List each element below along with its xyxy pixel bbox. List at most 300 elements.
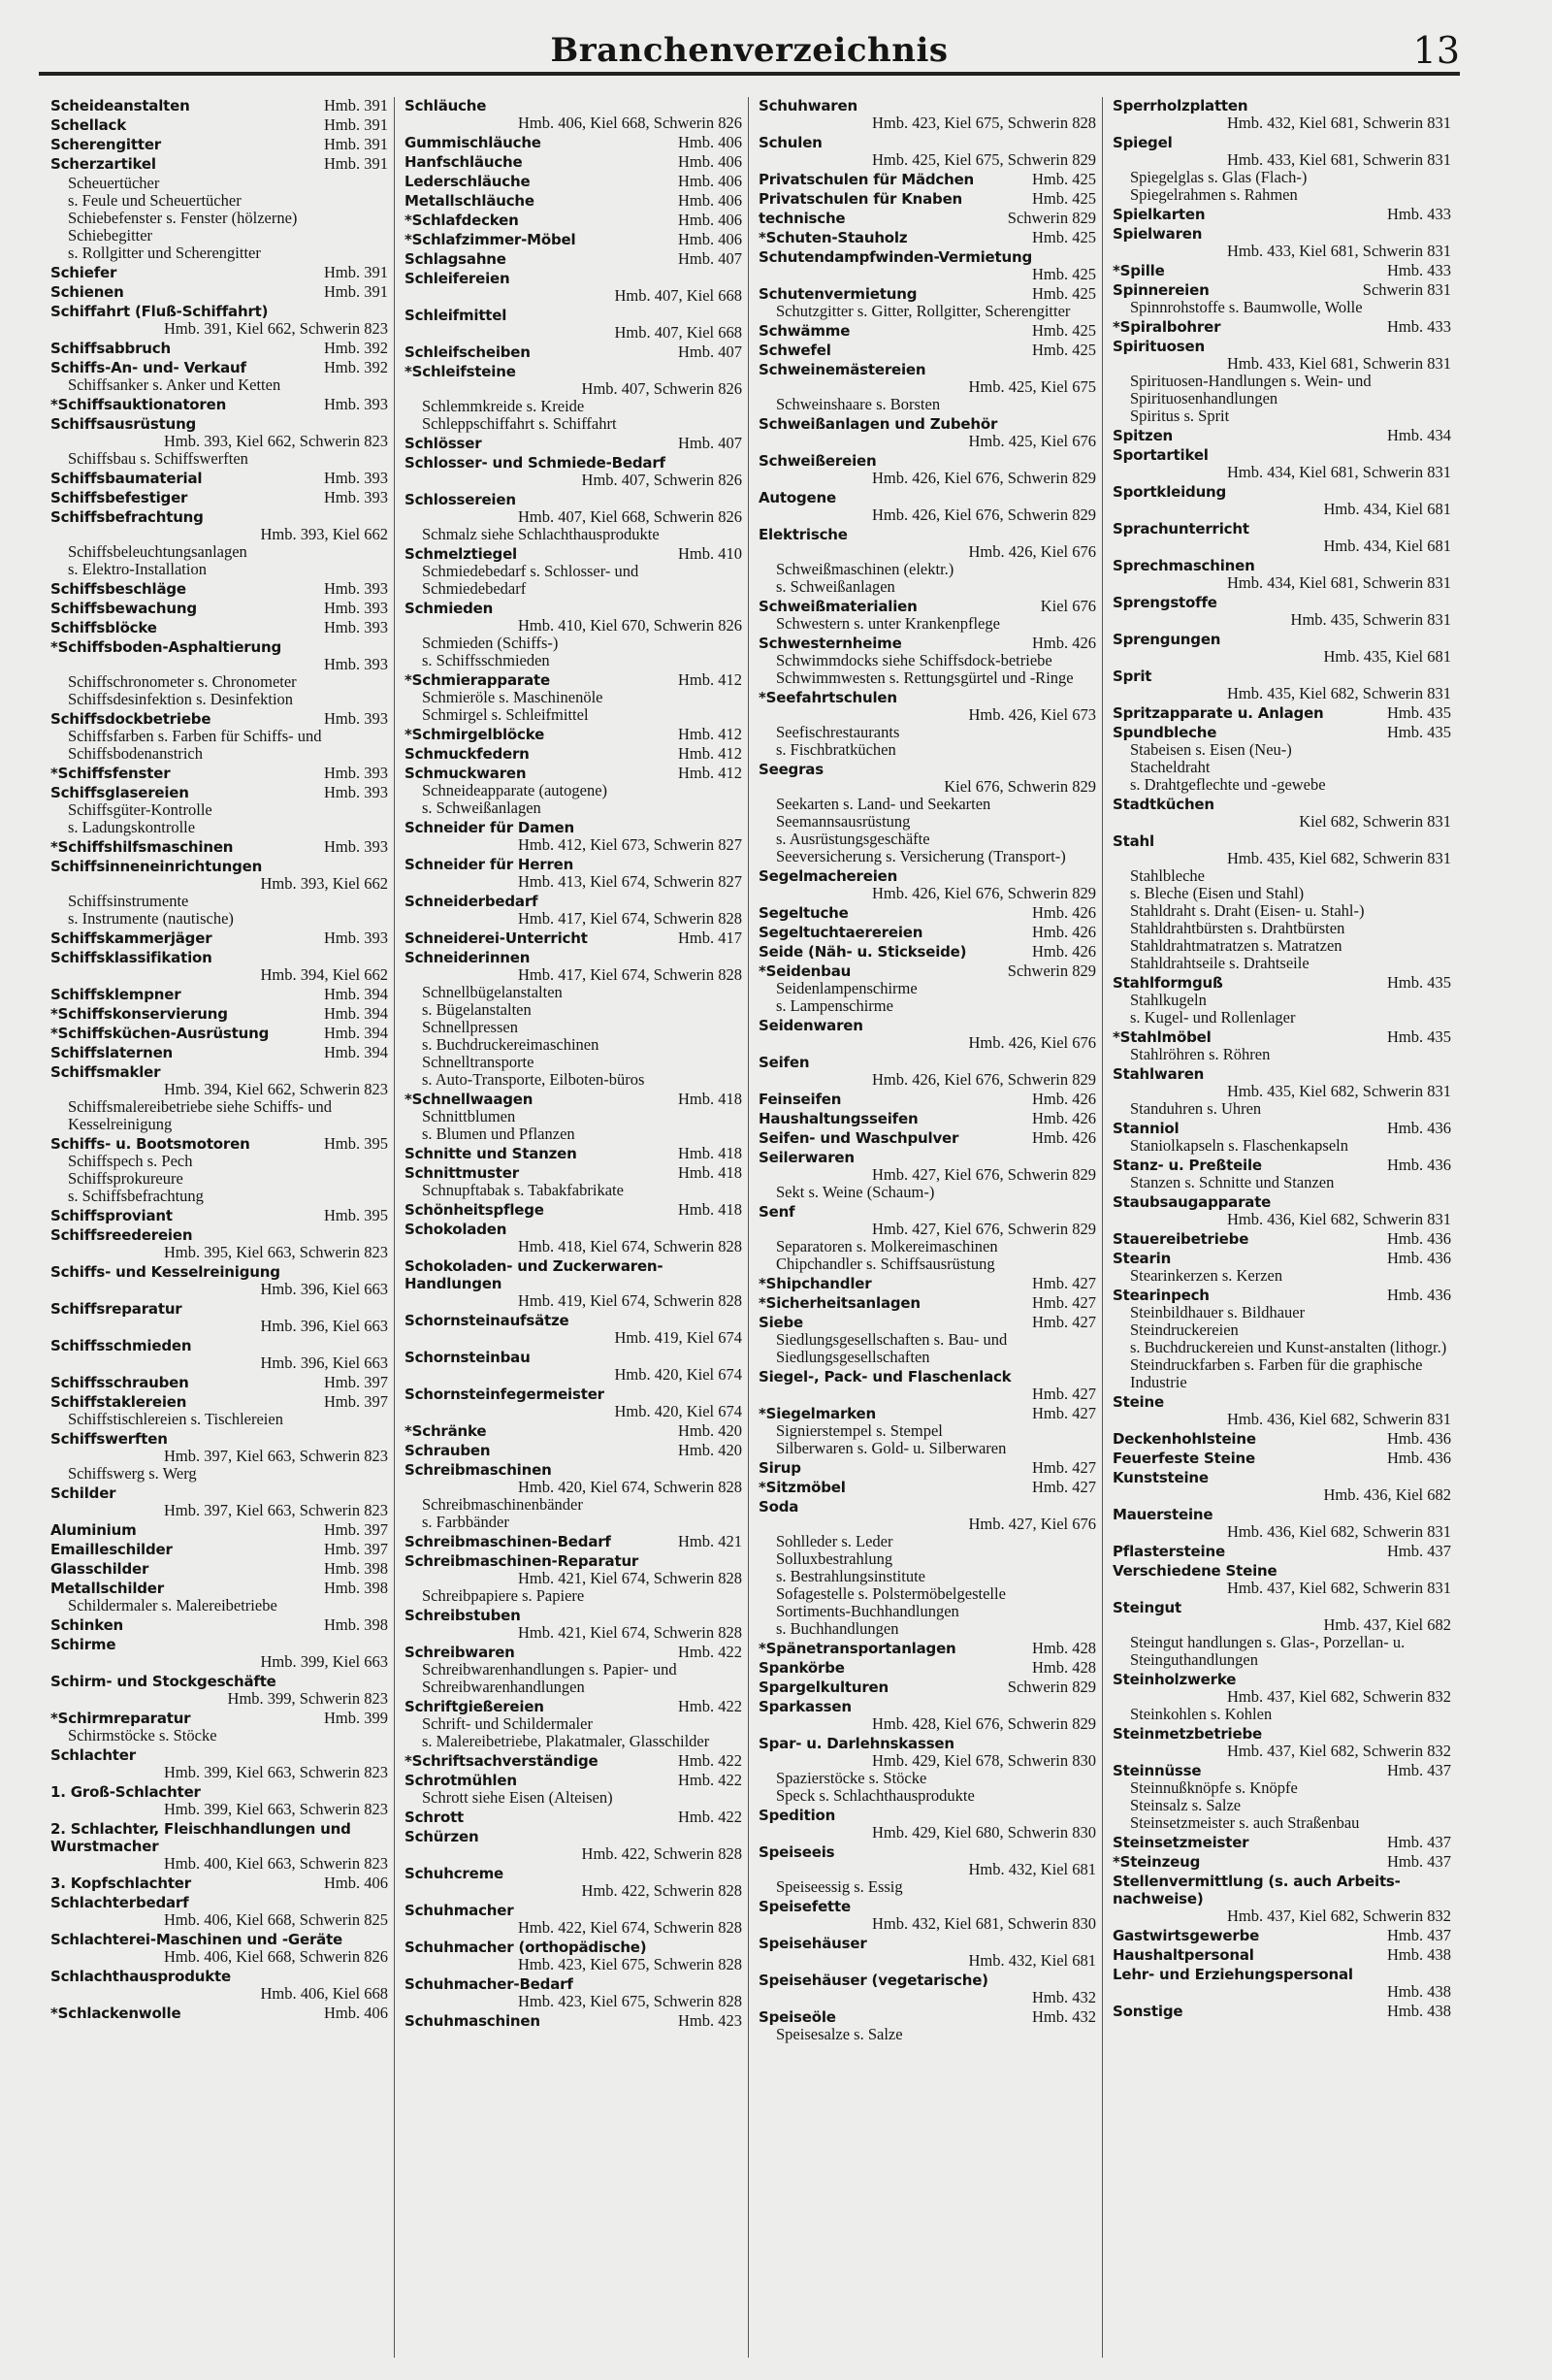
entry-keyword: Schnittmuster — [404, 1164, 519, 1182]
entry-page-ref: Hmb. 435 — [1386, 703, 1451, 722]
directory-entry — [50, 415, 388, 468]
entry-keyword: Schiffslaternen — [50, 1044, 174, 1061]
entry-page-ref: Hmb. 436 — [1386, 1449, 1451, 1467]
cross-reference: Schwestern s. unter Krankenpflege — [776, 614, 1000, 633]
entry-page-ref: Hmb. 393, Kiel 662 — [260, 874, 388, 893]
entry-page-ref: Hmb. 426 — [1032, 923, 1096, 941]
entry-keyword: Stahlformguß — [1113, 974, 1223, 992]
entry-page-ref: Hmb. 437 — [1386, 1852, 1451, 1871]
entry-keyword: Steinholzwerke — [1113, 1671, 1237, 1688]
entry-page-ref: Hmb. 425 — [1032, 284, 1096, 303]
directory-entry — [759, 1679, 1096, 1696]
cross-reference: Schiffsanker s. Anker und Ketten — [68, 375, 281, 394]
entry-page-ref: Hmb. 393 — [324, 488, 388, 506]
directory-entry — [50, 1263, 388, 1298]
directory-entry — [1113, 281, 1451, 316]
entry-page-ref: Hmb. 437 — [1386, 1833, 1451, 1851]
header-rule — [39, 72, 1460, 76]
cross-reference: Schwimmwesten s. Rettungsgürtel und -Ringe — [776, 668, 1074, 687]
entry-keyword: Stahlwaren — [1113, 1065, 1205, 1083]
entry-keyword: Schiffsschrauben — [50, 1374, 189, 1391]
entry-keyword: Elektrische — [759, 526, 848, 543]
directory-entry — [1113, 1966, 1451, 2001]
cross-reference: s. Bleche (Eisen und Stahl) — [1130, 884, 1305, 902]
directory-entry — [404, 307, 742, 342]
entry-page-ref: Hmb. 425 — [1032, 321, 1096, 340]
entry-page-ref: Hmb. 436, Kiel 682, Schwerin 831 — [1227, 1522, 1451, 1541]
entry-page-ref: Hmb. 418 — [678, 1163, 742, 1182]
directory-entry — [1113, 134, 1451, 204]
cross-reference: Schnelltransporte — [422, 1053, 534, 1071]
directory-entry — [50, 1337, 388, 1372]
entry-keyword: Schuhmacher — [404, 1902, 514, 1919]
entry-keyword: Schiffs-An- und- Verkauf — [50, 359, 246, 376]
directory-entry — [1113, 1506, 1451, 1541]
directory-entry — [759, 190, 1096, 208]
entry-keyword: Schweißereien — [759, 452, 877, 470]
entry-keyword: Schuhmacher (orthopädische) — [404, 1939, 647, 1956]
entry-page-ref: Hmb. 427 — [1032, 1458, 1096, 1477]
entry-keyword: Scheideanstalten — [50, 97, 190, 114]
entry-page-ref: Hmb. 422 — [678, 1771, 742, 1789]
entry-keyword: *Sitzmöbel — [759, 1479, 846, 1496]
directory-entry — [50, 155, 388, 173]
entry-keyword: Metallschilder — [50, 1580, 164, 1597]
directory-entry — [1113, 1250, 1451, 1285]
entry-keyword: Schlosser- und Schmiede-Bedarf — [404, 454, 665, 472]
directory-entry — [759, 1405, 1096, 1457]
directory-entry — [404, 1442, 742, 1459]
cross-reference: Schreibmaschinenbänder — [422, 1495, 583, 1514]
entry-page-ref: Hmb. 425 — [1032, 341, 1096, 359]
cross-reference: Steinkohlen s. Kohlen — [1130, 1705, 1273, 1723]
entry-page-ref: Hmb. 406 — [678, 133, 742, 151]
entry-keyword: Schornsteinaufsätze — [404, 1312, 569, 1329]
directory-entry — [50, 136, 388, 153]
entry-page-ref: Hmb. 399, Kiel 663, Schwerin 823 — [164, 1800, 388, 1818]
cross-reference: Stahldrahtbürsten s. Drahtbürsten — [1130, 919, 1345, 937]
entry-keyword: Spundbleche — [1113, 724, 1217, 741]
entry-page-ref: Hmb. 432, Kiel 681 — [968, 1860, 1096, 1878]
entry-keyword: Schweißmaterialien — [759, 598, 918, 615]
directory-entry — [1113, 1028, 1451, 1063]
entry-page-ref: Hmb. 423 — [678, 2011, 742, 2030]
entry-keyword: Scherzartikel — [50, 155, 156, 173]
entry-page-ref: Hmb. 410 — [678, 544, 742, 563]
directory-columns — [50, 97, 1457, 2358]
cross-reference: Schrift- und Schildermaler — [422, 1714, 593, 1733]
cross-reference: Seidenlampenschirme — [776, 979, 918, 997]
directory-entry — [50, 1968, 388, 2003]
directory-entry — [50, 283, 388, 301]
cross-reference: Spiegelrahmen s. Rahmen — [1130, 185, 1298, 204]
entry-page-ref: Hmb. 391 — [324, 154, 388, 173]
entry-page-ref: Hmb. 406 — [678, 172, 742, 190]
entry-keyword: Schuhwaren — [759, 97, 857, 114]
directory-entry — [1113, 974, 1451, 1027]
entry-keyword: *Schmierapparate — [404, 671, 550, 689]
directory-entry — [50, 508, 388, 578]
entry-keyword: Schreibstuben — [404, 1607, 521, 1624]
directory-entry — [50, 1746, 388, 1781]
entry-keyword: Schrotmühlen — [404, 1772, 517, 1789]
entry-keyword: Senf — [759, 1203, 795, 1221]
entry-page-ref: Hmb. 391 — [324, 115, 388, 134]
entry-page-ref: Hmb. 437 — [1386, 1761, 1451, 1779]
cross-reference: Schiebefenster s. Fenster (hölzerne) — [68, 209, 298, 227]
directory-entry — [1113, 594, 1451, 629]
entry-page-ref: Hmb. 393 — [324, 709, 388, 728]
cross-reference: Schiebegitter — [68, 226, 153, 245]
directory-entry — [404, 491, 742, 543]
cross-reference: Sekt s. Weine (Schaum-) — [776, 1183, 935, 1201]
cross-reference: Schnupftabak s. Tabakfabrikate — [422, 1181, 624, 1199]
entry-page-ref: Hmb. 432 — [1032, 2007, 1096, 2026]
entry-page-ref: Hmb. 391, Kiel 662, Schwerin 823 — [164, 319, 388, 338]
directory-entry — [404, 671, 742, 724]
entry-page-ref: Hmb. 426 — [1032, 1128, 1096, 1147]
directory-entry — [50, 1710, 388, 1744]
entry-page-ref: Hmb. 434, Kiel 681 — [1323, 537, 1451, 555]
entry-page-ref: Hmb. 407, Schwerin 826 — [581, 379, 742, 398]
entry-keyword: Steinnüsse — [1113, 1762, 1202, 1779]
cross-reference: Steinsalz s. Salze — [1130, 1796, 1242, 1814]
entry-page-ref: Hmb. 393 — [324, 929, 388, 947]
directory-entry — [404, 745, 742, 763]
directory-entry — [759, 1735, 1096, 1805]
directory-entry — [404, 929, 742, 947]
entry-page-ref: Hmb. 422 — [678, 1643, 742, 1661]
directory-entry — [759, 489, 1096, 524]
entry-page-ref: Hmb. 436 — [1386, 1229, 1451, 1248]
cross-reference: Schiffsgüter-Kontrolle — [68, 800, 212, 819]
entry-keyword: *Schlackenwolle — [50, 2005, 181, 2022]
entry-keyword: Schiffahrt (Fluß-Schiffahrt) — [50, 303, 269, 320]
directory-entry — [1113, 704, 1451, 722]
entry-keyword: Feinseifen — [759, 1091, 842, 1108]
entry-page-ref: Hmb. 391 — [324, 263, 388, 281]
entry-page-ref: Hmb. 393 — [324, 579, 388, 598]
entry-page-ref: Hmb. 412 — [678, 744, 742, 763]
directory-entry — [759, 1843, 1096, 1896]
directory-entry — [759, 761, 1096, 865]
entry-page-ref: Hmb. 426, Kiel 676, Schwerin 829 — [872, 1070, 1096, 1089]
entry-keyword: Schutendampfwinden-Vermietung — [759, 248, 1032, 266]
directory-entry — [1113, 1762, 1451, 1832]
entry-page-ref: Hmb. 406 — [678, 191, 742, 210]
entry-keyword: *Seefahrtschulen — [759, 689, 897, 706]
entry-page-ref: Hmb. 394 — [324, 1004, 388, 1023]
cross-reference: Steindruckfarben s. Farben für die graphische Industrie — [1130, 1355, 1423, 1391]
entry-keyword: Schiffsklassifikation — [50, 949, 212, 966]
entry-keyword: Spankörbe — [759, 1659, 845, 1677]
entry-keyword: Schrauben — [404, 1442, 491, 1459]
cross-reference: Schmieden (Schiffs-) — [422, 634, 559, 652]
entry-keyword: Siegel-, Pack- und Flaschenlack — [759, 1368, 1012, 1386]
entry-keyword: Schiffsglasereien — [50, 784, 189, 801]
entry-page-ref: Hmb. 397 — [324, 1520, 388, 1539]
entry-keyword: Segeltuche — [759, 904, 849, 922]
entry-keyword: Schiffswerften — [50, 1430, 168, 1448]
entry-keyword: Schreibmaschinen-Bedarf — [404, 1533, 611, 1550]
directory-entry — [404, 250, 742, 268]
entry-page-ref: Hmb. 436, Kiel 682, Schwerin 831 — [1227, 1410, 1451, 1428]
entry-keyword: Stauereibetriebe — [1113, 1230, 1249, 1248]
entry-page-ref: Hmb. 434, Kiel 681, Schwerin 831 — [1227, 463, 1451, 481]
entry-keyword: *Schiffskonservierung — [50, 1005, 228, 1023]
cross-reference: Steinbildhauer s. Bildhauer — [1130, 1303, 1306, 1321]
directory-entry — [759, 229, 1096, 246]
directory-entry — [50, 1430, 388, 1483]
entry-page-ref: Hmb. 423, Kiel 675, Schwerin 828 — [518, 1955, 742, 1973]
entry-page-ref: Hmb. 427 — [1032, 1274, 1096, 1292]
entry-page-ref: Hmb. 421, Kiel 674, Schwerin 828 — [518, 1569, 742, 1587]
entry-keyword: Schutenvermietung — [759, 285, 918, 303]
directory-entry — [50, 1783, 388, 1818]
entry-keyword: Stearin — [1113, 1250, 1172, 1267]
directory-entry — [759, 1368, 1096, 1403]
entry-page-ref: Hmb. 395, Kiel 663, Schwerin 823 — [164, 1243, 388, 1261]
entry-page-ref: Hmb. 432, Kiel 681, Schwerin 830 — [872, 1914, 1096, 1933]
entry-keyword: Schiffsbefrachtung — [50, 508, 204, 526]
cross-reference: Schiffswerg s. Werg — [68, 1464, 197, 1483]
entry-keyword: *Siegelmarken — [759, 1405, 876, 1422]
directory-entry — [759, 867, 1096, 902]
entry-keyword: Emailleschilder — [50, 1541, 173, 1558]
entry-keyword: Schneider für Herren — [404, 856, 574, 873]
entry-page-ref: Hmb. 397 — [324, 1540, 388, 1558]
entry-keyword: Schilder — [50, 1484, 116, 1502]
entry-page-ref: Hmb. 407 — [678, 249, 742, 268]
entry-page-ref: Hmb. 396, Kiel 663 — [260, 1353, 388, 1372]
entry-keyword: Schürzen — [404, 1828, 479, 1845]
entry-page-ref: Hmb. 434 — [1386, 426, 1451, 444]
entry-keyword: Privatschulen für Mädchen — [759, 171, 975, 188]
entry-keyword: Gastwirtsgewerbe — [1113, 1927, 1260, 1944]
entry-page-ref: Hmb. 394 — [324, 1043, 388, 1061]
directory-entry — [50, 1521, 388, 1539]
cross-reference: s. Feule und Scheuertücher — [68, 191, 242, 210]
directory-entry — [404, 454, 742, 489]
directory-entry — [50, 858, 388, 928]
entry-page-ref: Hmb. 436 — [1386, 1156, 1451, 1174]
entry-page-ref: Hmb. 393 — [324, 837, 388, 856]
entry-keyword: Schnitte und Stanzen — [404, 1145, 577, 1162]
entry-keyword: Steinmetzbetriebe — [1113, 1725, 1262, 1743]
directory-column — [50, 97, 395, 2358]
cross-reference: Spirituosen-Handlungen s. Wein- und Spirituosenhandlungen — [1130, 372, 1372, 408]
cross-reference: s. Buchdruckereien und Kunst-anstalten (lithogr.) — [1130, 1338, 1447, 1356]
directory-entry — [759, 322, 1096, 340]
entry-page-ref: Hmb. 438 — [1386, 2002, 1451, 2020]
entry-page-ref: Hmb. 418 — [678, 1090, 742, 1108]
directory-entry — [1113, 1725, 1451, 1760]
directory-entry — [1113, 1450, 1451, 1467]
directory-entry — [759, 1054, 1096, 1089]
entry-keyword: *Schmirgelblöcke — [404, 726, 545, 743]
entry-keyword: Staubsaugapparate — [1113, 1193, 1272, 1211]
directory-entry — [759, 1698, 1096, 1733]
entry-keyword: *Schlafdecken — [404, 212, 519, 229]
entry-keyword: Schiffsausrüstung — [50, 415, 197, 433]
cross-reference: s. Bestrahlungsinstitute — [776, 1567, 925, 1585]
directory-entry — [1113, 796, 1451, 831]
directory-entry — [404, 949, 742, 1089]
directory-entry — [1113, 1853, 1451, 1871]
cross-reference: Separatoren s. Molkereimaschinen — [776, 1237, 998, 1255]
directory-entry — [404, 1698, 742, 1750]
cross-reference: s. Malereibetriebe, Plakatmaler, Glasschilder — [422, 1732, 710, 1750]
cross-reference: Speiseessig s. Essig — [776, 1877, 903, 1896]
cross-reference: Schnellpressen — [422, 1018, 518, 1036]
entry-page-ref: Hmb. 394, Kiel 662 — [260, 965, 388, 984]
entry-keyword: Schokoladen — [404, 1221, 507, 1238]
cross-reference: Siedlungsgesellschaften s. Bau- und Siedlungsgesellschaften — [776, 1330, 1008, 1366]
entry-keyword: Schweinemästereien — [759, 361, 926, 378]
cross-reference: Stanzen s. Schnitte und Stanzen — [1130, 1173, 1335, 1191]
entry-page-ref: Hmb. 432 — [1032, 1988, 1096, 2006]
entry-page-ref: Hmb. 395 — [324, 1206, 388, 1224]
directory-entry — [404, 1533, 742, 1550]
directory-entry — [404, 435, 742, 452]
entry-keyword: Schiffsblöcke — [50, 619, 157, 636]
cross-reference: Schutzgitter s. Gitter, Rollgitter, Scherengitter — [776, 302, 1071, 320]
directory-entry — [404, 343, 742, 361]
entry-page-ref: Hmb. 420 — [678, 1421, 742, 1440]
entry-page-ref: Hmb. 420 — [678, 1441, 742, 1459]
cross-reference: s. Kugel- und Rollenlager — [1130, 1008, 1296, 1027]
directory-entry — [759, 689, 1096, 759]
directory-entry — [759, 598, 1096, 633]
entry-page-ref: Hmb. 428, Kiel 676, Schwerin 829 — [872, 1714, 1096, 1733]
entry-page-ref: Hmb. 437, Kiel 682, Schwerin 832 — [1227, 1907, 1451, 1925]
entry-keyword: Schiffsbefestiger — [50, 489, 188, 506]
cross-reference: s. Schweißanlagen — [422, 799, 541, 817]
directory-entry — [404, 765, 742, 817]
entry-page-ref: Hmb. 417 — [678, 929, 742, 947]
directory-entry — [404, 1257, 742, 1310]
directory-entry — [404, 2012, 742, 2030]
cross-reference: Schlemmkreide s. Kreide — [422, 397, 585, 415]
directory-entry — [50, 1560, 388, 1578]
entry-keyword: Schokoladen- und Zuckerwaren-Handlungen — [404, 1257, 663, 1292]
directory-entry — [50, 765, 388, 782]
directory-entry — [50, 1820, 388, 1873]
directory-entry — [50, 1207, 388, 1224]
entry-page-ref: Hmb. 399, Schwerin 823 — [227, 1689, 388, 1708]
entry-keyword: Haushaltungsseifen — [759, 1110, 919, 1127]
entry-page-ref: Hmb. 428 — [1032, 1658, 1096, 1677]
directory-entry — [50, 1636, 388, 1671]
cross-reference: Stahldrahtseile s. Drahtseile — [1130, 954, 1310, 972]
entry-keyword: Seidenwaren — [759, 1017, 863, 1034]
entry-keyword: Speiseeis — [759, 1843, 835, 1861]
entry-keyword: Seifen — [759, 1054, 810, 1071]
entry-page-ref: Hmb. 435 — [1386, 1027, 1451, 1046]
entry-page-ref: Hmb. 419, Kiel 674 — [614, 1328, 742, 1347]
directory-entry — [50, 986, 388, 1003]
directory-entry — [404, 1386, 742, 1420]
entry-page-ref: Hmb. 391 — [324, 97, 388, 114]
entry-page-ref: Hmb. 426 — [1032, 1090, 1096, 1108]
cross-reference: Steinsetzmeister s. auch Straßenbau — [1130, 1813, 1360, 1832]
entry-keyword: Lederschläuche — [404, 173, 531, 190]
entry-page-ref: Hmb. 427 — [1032, 1478, 1096, 1496]
entry-keyword: Schiffsreparatur — [50, 1300, 182, 1318]
entry-keyword: Siebe — [759, 1314, 804, 1331]
cross-reference: s. Buchdruckereimaschinen — [422, 1035, 599, 1054]
directory-entry — [1113, 520, 1451, 555]
directory-entry — [404, 212, 742, 229]
cross-reference: s. Schiffsschmieden — [422, 651, 550, 669]
directory-entry — [404, 97, 742, 132]
entry-keyword: Spiegel — [1113, 134, 1173, 151]
directory-entry — [50, 175, 388, 262]
cross-reference: Stearinkerzen s. Kerzen — [1130, 1266, 1283, 1285]
entry-keyword: Schreibwaren — [404, 1644, 515, 1661]
directory-entry — [759, 904, 1096, 922]
directory-entry — [759, 924, 1096, 941]
entry-keyword: Schiffsschmieden — [50, 1337, 192, 1354]
entry-page-ref: Hmb. 426, Kiel 676 — [968, 1033, 1096, 1052]
entry-keyword: Schleifscheiben — [404, 343, 531, 361]
directory-entry — [404, 1939, 742, 1973]
directory-entry — [1113, 483, 1451, 518]
directory-entry — [404, 726, 742, 743]
directory-entry — [404, 819, 742, 854]
entry-keyword: *Schiffsboden-Asphaltierung — [50, 638, 281, 656]
entry-page-ref: Hmb. 406 — [678, 211, 742, 229]
directory-entry — [759, 1129, 1096, 1147]
cross-reference: s. Farbbänder — [422, 1513, 509, 1531]
cross-reference: Schiffsmalereibetriebe siehe Schiffs- und Kesselreinigung — [68, 1097, 333, 1133]
directory-column — [759, 97, 1103, 2358]
entry-keyword: Sonstige — [1113, 2003, 1183, 2020]
directory-entry — [404, 1865, 742, 1900]
cross-reference: Steingut handlungen s. Glas-, Porzellan- u. Steinguthandlungen — [1130, 1633, 1406, 1669]
directory-entry — [404, 1422, 742, 1440]
entry-page-ref: Hmb. 400, Kiel 663, Schwerin 823 — [164, 1854, 388, 1873]
directory-entry — [759, 1640, 1096, 1657]
entry-page-ref: Hmb. 427 — [1032, 1385, 1096, 1403]
entry-keyword: Schlossereien — [404, 491, 516, 508]
cross-reference: Schweißmaschinen (elektr.) — [776, 560, 954, 578]
entry-page-ref: Hmb. 436 — [1386, 1429, 1451, 1448]
cross-reference: Speck s. Schlachthausprodukte — [776, 1786, 975, 1805]
directory-entry — [1113, 225, 1451, 260]
directory-entry — [759, 285, 1096, 320]
directory-entry — [404, 1201, 742, 1219]
entry-keyword: Schirme — [50, 1636, 116, 1653]
cross-reference: Seeversicherung s. Versicherung (Transport-) — [776, 847, 1066, 865]
entry-page-ref: Hmb. 406 — [324, 2004, 388, 2022]
entry-keyword: Schiffsbaumaterial — [50, 470, 203, 487]
cross-reference: Schleppschiffahrt s. Schiffahrt — [422, 414, 617, 433]
entry-keyword: Schiffsdockbetriebe — [50, 710, 211, 728]
entry-keyword: Segeltuchtaerereien — [759, 924, 923, 941]
entry-keyword: Schiffskammerjäger — [50, 929, 212, 947]
directory-entry — [404, 1752, 742, 1770]
entry-keyword: Schiffsbewachung — [50, 600, 197, 617]
entry-page-ref: Hmb. 398 — [324, 1615, 388, 1634]
cross-reference: Schiffschronometer s. Chronometer — [68, 672, 297, 691]
entry-page-ref: Hmb. 393, Kiel 662, Schwerin 823 — [164, 432, 388, 450]
entry-keyword: Sportkleidung — [1113, 483, 1227, 501]
entry-page-ref: Hmb. 437, Kiel 682, Schwerin 832 — [1227, 1687, 1451, 1706]
entry-page-ref: Hmb. 413, Kiel 674, Schwerin 827 — [518, 872, 742, 891]
directory-entry — [50, 838, 388, 856]
entry-keyword: Seifen- und Waschpulver — [759, 1129, 959, 1147]
